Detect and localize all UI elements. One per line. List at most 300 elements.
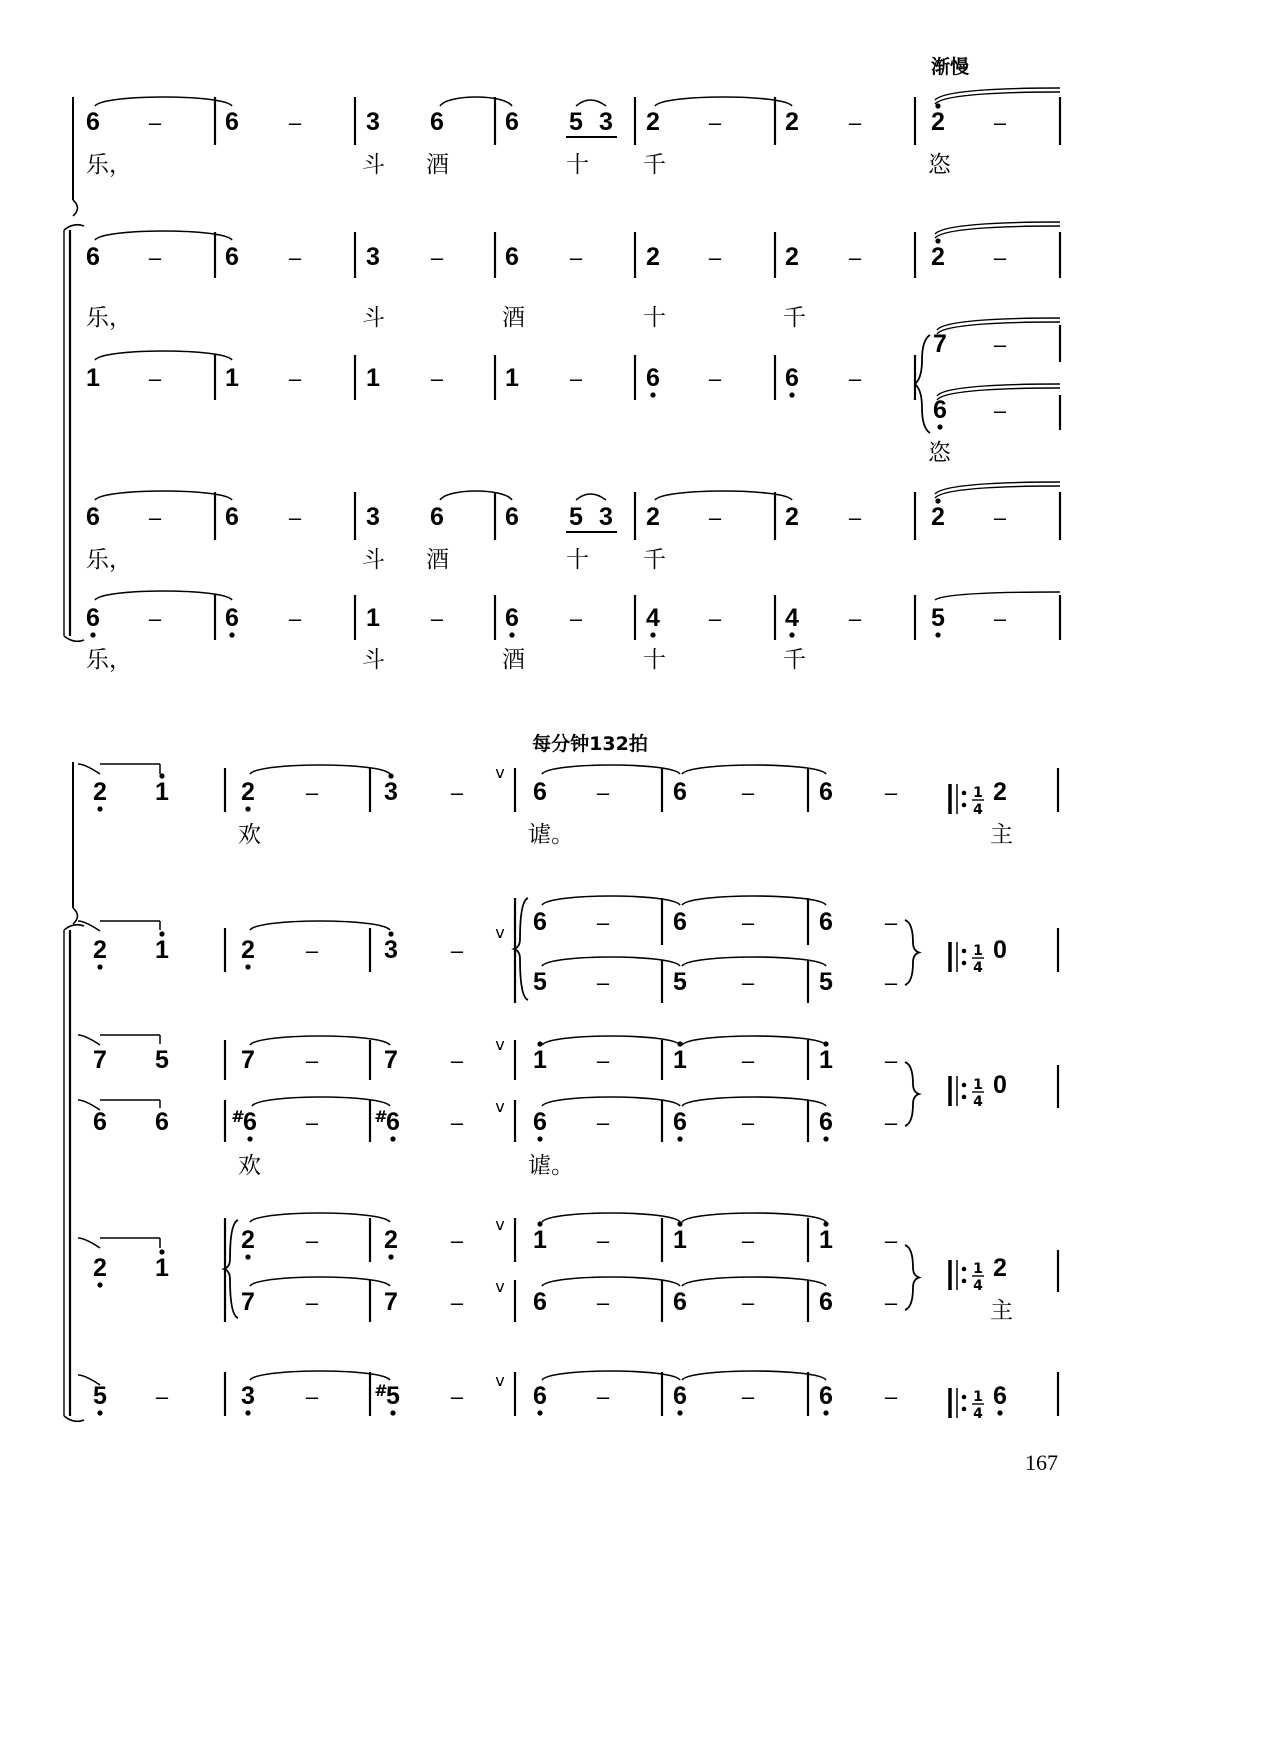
duration-dash: – bbox=[741, 780, 755, 805]
duration-dash: – bbox=[450, 1228, 464, 1253]
note-digit: 3 bbox=[599, 108, 613, 136]
octave-dot-below bbox=[650, 632, 655, 637]
breath-mark: v bbox=[495, 1035, 505, 1054]
note-digit: 6 bbox=[386, 1108, 400, 1136]
slur-arc bbox=[682, 896, 826, 905]
note-digit: 1 bbox=[533, 1046, 547, 1074]
slur-arc bbox=[542, 1277, 680, 1286]
octave-dot-below bbox=[650, 392, 655, 397]
slur-arc bbox=[682, 1213, 826, 1222]
lyric-syllable: 酒 bbox=[426, 547, 449, 573]
duration-dash: – bbox=[155, 1384, 169, 1409]
note-digit: 6 bbox=[430, 503, 444, 531]
duration-dash: – bbox=[884, 1110, 898, 1135]
duration-dash: – bbox=[884, 970, 898, 995]
repeat-dot bbox=[962, 1267, 967, 1272]
note-digit: 6 bbox=[933, 396, 947, 424]
note-digit: 5 bbox=[386, 1382, 400, 1410]
time-sig-numerator: 1 bbox=[973, 1389, 983, 1405]
lyric-syllable: 斗 bbox=[362, 647, 385, 673]
duration-dash: – bbox=[848, 110, 862, 135]
note-digit: 1 bbox=[673, 1226, 687, 1254]
octave-dot-below bbox=[97, 964, 102, 969]
note-digit: 0 bbox=[993, 1071, 1007, 1099]
duration-dash: – bbox=[884, 1290, 898, 1315]
time-sig-numerator: 1 bbox=[973, 943, 983, 959]
duration-dash: – bbox=[569, 245, 583, 270]
note-digit: 6 bbox=[243, 1108, 257, 1136]
note-digit: 3 bbox=[366, 243, 380, 271]
duration-dash: – bbox=[993, 332, 1007, 357]
note-digit: 2 bbox=[931, 243, 945, 271]
breath-mark: v bbox=[495, 1277, 505, 1296]
lyric-syllable: 乐， bbox=[86, 152, 132, 178]
note-digit: 7 bbox=[93, 1046, 107, 1074]
octave-dot-below bbox=[245, 1410, 250, 1415]
note-digit: 2 bbox=[646, 108, 660, 136]
note-digit: 0 bbox=[993, 936, 1007, 964]
note-digit: 6 bbox=[430, 108, 444, 136]
note-digit: 2 bbox=[241, 1226, 255, 1254]
lyric-syllable: 谑。 bbox=[528, 822, 574, 848]
duration-dash: – bbox=[148, 110, 162, 135]
note-digit: 6 bbox=[819, 908, 833, 936]
slur-arc bbox=[682, 765, 826, 774]
note-digit: 6 bbox=[86, 108, 100, 136]
note-digit: 2 bbox=[993, 778, 1007, 806]
octave-dot-below bbox=[245, 1254, 250, 1259]
note-digit: 5 bbox=[155, 1046, 169, 1074]
duration-dash: – bbox=[596, 780, 610, 805]
bracket-top bbox=[64, 925, 84, 930]
slur-continue bbox=[935, 482, 1060, 494]
slur-arc bbox=[682, 1036, 826, 1045]
slur-arc bbox=[655, 97, 792, 106]
lyric-syllable: 千 bbox=[643, 152, 666, 178]
lyric-syllable: 谑。 bbox=[528, 1153, 574, 1179]
octave-dot-below bbox=[390, 1136, 395, 1141]
note-digit: 1 bbox=[155, 778, 169, 806]
note-digit: 6 bbox=[225, 604, 239, 632]
note-digit: 7 bbox=[933, 330, 947, 358]
note-digit: 7 bbox=[384, 1288, 398, 1316]
duration-dash: – bbox=[884, 780, 898, 805]
time-sig-denominator: 4 bbox=[973, 1094, 983, 1110]
repeat-dot bbox=[962, 1279, 967, 1284]
note-digit: 4 bbox=[646, 604, 660, 632]
slur-arc bbox=[542, 957, 680, 966]
note-digit: 5 bbox=[931, 604, 945, 632]
tie-from-previous bbox=[78, 1035, 100, 1045]
bracket-bottom bbox=[64, 636, 84, 641]
note-digit: 2 bbox=[93, 778, 107, 806]
duration-dash: – bbox=[741, 1290, 755, 1315]
note-digit: 2 bbox=[241, 778, 255, 806]
note-digit: 1 bbox=[155, 1254, 169, 1282]
time-sig-numerator: 1 bbox=[973, 1077, 983, 1093]
breath-mark: v bbox=[495, 1215, 505, 1234]
slur-arc bbox=[542, 1036, 680, 1045]
slur-arc bbox=[95, 231, 232, 240]
note-digit: 1 bbox=[86, 364, 100, 392]
duration-dash: – bbox=[450, 1290, 464, 1315]
slur-continue bbox=[935, 222, 1060, 234]
lyric-syllable: 乐， bbox=[86, 647, 132, 673]
duration-dash: – bbox=[708, 110, 722, 135]
note-digit: 1 bbox=[366, 604, 380, 632]
duration-dash: – bbox=[848, 366, 862, 391]
lyric-syllable: 千 bbox=[783, 305, 806, 331]
duration-dash: – bbox=[741, 970, 755, 995]
divisi-brace bbox=[915, 335, 930, 433]
lyric-syllable: 恣 bbox=[928, 152, 951, 178]
duration-dash: – bbox=[450, 938, 464, 963]
octave-dot-below bbox=[677, 1410, 682, 1415]
octave-dot-below bbox=[509, 632, 514, 637]
duration-dash: – bbox=[569, 366, 583, 391]
note-digit: 3 bbox=[384, 936, 398, 964]
note-digit: 6 bbox=[646, 364, 660, 392]
tie-from-previous bbox=[78, 1238, 100, 1248]
duration-dash: – bbox=[596, 910, 610, 935]
octave-dot-below bbox=[245, 964, 250, 969]
duration-dash: – bbox=[288, 606, 302, 631]
note-digit: 5 bbox=[533, 968, 547, 996]
octave-dot-below bbox=[789, 392, 794, 397]
note-digit: 6 bbox=[819, 1288, 833, 1316]
duration-dash: – bbox=[450, 780, 464, 805]
breath-mark: v bbox=[495, 923, 505, 942]
note-digit: 1 bbox=[366, 364, 380, 392]
note-digit: 2 bbox=[93, 936, 107, 964]
lyric-syllable: 十 bbox=[566, 547, 589, 573]
duration-dash: – bbox=[305, 1228, 319, 1253]
octave-dot-below bbox=[935, 632, 940, 637]
note-digit: 3 bbox=[366, 503, 380, 531]
lyric-syllable: 斗 bbox=[362, 547, 385, 573]
slur-continue bbox=[937, 384, 1060, 396]
note-digit: 6 bbox=[785, 364, 799, 392]
note-digit: 6 bbox=[673, 1288, 687, 1316]
octave-dot-below bbox=[97, 806, 102, 811]
bracket-curl bbox=[73, 200, 78, 216]
duration-dash: – bbox=[848, 245, 862, 270]
note-digit: 6 bbox=[673, 1382, 687, 1410]
note-digit: 6 bbox=[225, 503, 239, 531]
note-digit: 6 bbox=[505, 108, 519, 136]
duration-dash: – bbox=[148, 366, 162, 391]
duration-dash: – bbox=[848, 505, 862, 530]
page-number: 167 bbox=[1025, 1450, 1058, 1475]
lyric-syllable: 欢 bbox=[238, 822, 261, 848]
note-digit: 6 bbox=[673, 1108, 687, 1136]
duration-dash: – bbox=[993, 606, 1007, 631]
duration-dash: – bbox=[993, 245, 1007, 270]
note-digit: 1 bbox=[155, 936, 169, 964]
slur-arc bbox=[682, 1277, 826, 1286]
duration-dash: – bbox=[148, 505, 162, 530]
note-digit: 5 bbox=[569, 503, 583, 531]
note-digit: 6 bbox=[533, 1288, 547, 1316]
octave-dot-below bbox=[537, 1136, 542, 1141]
duration-dash: – bbox=[708, 505, 722, 530]
time-sig-denominator: 4 bbox=[973, 802, 983, 818]
slur-arc bbox=[542, 765, 680, 774]
note-digit: 6 bbox=[673, 908, 687, 936]
note-digit: 1 bbox=[225, 364, 239, 392]
slur-continue bbox=[935, 592, 1060, 600]
note-digit: 6 bbox=[86, 243, 100, 271]
octave-dot-below bbox=[97, 1282, 102, 1287]
note-digit: 2 bbox=[931, 503, 945, 531]
octave-dot-below bbox=[997, 1410, 1002, 1415]
lyric-syllable: 酒 bbox=[426, 152, 449, 178]
duration-dash: – bbox=[288, 366, 302, 391]
octave-dot-below bbox=[390, 1410, 395, 1415]
duration-dash: – bbox=[993, 110, 1007, 135]
lyric-syllable: 斗 bbox=[362, 152, 385, 178]
duration-dash: – bbox=[569, 606, 583, 631]
note-digit: 4 bbox=[785, 604, 799, 632]
octave-dot-below bbox=[937, 424, 942, 429]
note-digit: 6 bbox=[533, 908, 547, 936]
lyric-syllable: 乐， bbox=[86, 547, 132, 573]
note-digit: 6 bbox=[819, 1108, 833, 1136]
duration-dash: – bbox=[884, 910, 898, 935]
lyric-syllable: 酒 bbox=[502, 305, 525, 331]
tempo-marking: 每分钟132拍 bbox=[532, 733, 648, 755]
lyric-syllable: 十 bbox=[643, 305, 666, 331]
duration-dash: – bbox=[288, 245, 302, 270]
lyric-syllable: 十 bbox=[566, 152, 589, 178]
note-digit: 2 bbox=[785, 108, 799, 136]
duration-dash: – bbox=[305, 938, 319, 963]
duration-dash: – bbox=[708, 606, 722, 631]
duration-dash: – bbox=[596, 1384, 610, 1409]
bracket-top bbox=[64, 225, 84, 230]
lyric-syllable: 乐， bbox=[86, 305, 132, 331]
duration-dash: – bbox=[305, 1048, 319, 1073]
time-sig-numerator: 1 bbox=[973, 785, 983, 801]
slur-arc bbox=[95, 591, 232, 600]
note-digit: 2 bbox=[384, 1226, 398, 1254]
note-digit: 3 bbox=[384, 778, 398, 806]
note-digit: 6 bbox=[533, 1108, 547, 1136]
note-digit: 3 bbox=[366, 108, 380, 136]
divisi-brace-right bbox=[905, 1245, 919, 1310]
note-digit: 2 bbox=[93, 1254, 107, 1282]
sharp-sign: # bbox=[231, 1107, 245, 1126]
note-digit: 6 bbox=[533, 1382, 547, 1410]
duration-dash: – bbox=[450, 1384, 464, 1409]
lyric-syllable: 千 bbox=[643, 547, 666, 573]
breath-mark: v bbox=[495, 763, 505, 782]
duration-dash: – bbox=[708, 366, 722, 391]
duration-dash: – bbox=[848, 606, 862, 631]
duration-dash: – bbox=[596, 970, 610, 995]
duration-dash: – bbox=[596, 1048, 610, 1073]
repeat-dot bbox=[962, 803, 967, 808]
lyric-syllable: 十 bbox=[643, 647, 666, 673]
duration-dash: – bbox=[305, 1290, 319, 1315]
slur-arc bbox=[440, 491, 512, 500]
rit-marking: 渐慢 bbox=[930, 56, 970, 78]
duration-dash: – bbox=[305, 1110, 319, 1135]
breath-mark: v bbox=[495, 1097, 505, 1116]
slur-arc bbox=[576, 494, 606, 500]
tie-from-previous bbox=[78, 764, 100, 774]
slur-arc bbox=[682, 1371, 826, 1380]
duration-dash: – bbox=[430, 366, 444, 391]
lyric-syllable: 酒 bbox=[502, 647, 525, 673]
slur-arc bbox=[95, 491, 232, 500]
duration-dash: – bbox=[596, 1290, 610, 1315]
duration-dash: – bbox=[741, 910, 755, 935]
note-digit: 6 bbox=[93, 1108, 107, 1136]
note-digit: 6 bbox=[673, 778, 687, 806]
note-digit: 1 bbox=[533, 1226, 547, 1254]
slur-arc bbox=[576, 100, 606, 106]
duration-dash: – bbox=[993, 505, 1007, 530]
note-digit: 1 bbox=[819, 1046, 833, 1074]
divisi-brace-right bbox=[905, 1062, 919, 1126]
note-digit: 2 bbox=[931, 108, 945, 136]
note-digit: 2 bbox=[993, 1254, 1007, 1282]
duration-dash: – bbox=[741, 1110, 755, 1135]
octave-dot-below bbox=[823, 1136, 828, 1141]
slur-arc bbox=[682, 1097, 826, 1106]
note-digit: 1 bbox=[673, 1046, 687, 1074]
note-digit: 6 bbox=[225, 108, 239, 136]
slur-arc bbox=[542, 1213, 680, 1222]
note-digit: 1 bbox=[505, 364, 519, 392]
duration-dash: – bbox=[288, 505, 302, 530]
note-digit: 6 bbox=[533, 778, 547, 806]
duration-dash: – bbox=[596, 1228, 610, 1253]
slur-arc bbox=[95, 351, 232, 360]
sharp-sign: # bbox=[374, 1381, 388, 1400]
repeat-dot bbox=[962, 1395, 967, 1400]
duration-dash: – bbox=[708, 245, 722, 270]
duration-dash: – bbox=[148, 606, 162, 631]
note-digit: 3 bbox=[599, 503, 613, 531]
note-digit: 6 bbox=[86, 604, 100, 632]
repeat-dot bbox=[962, 949, 967, 954]
note-digit: 1 bbox=[819, 1226, 833, 1254]
octave-dot-below bbox=[90, 632, 95, 637]
note-digit: 2 bbox=[646, 503, 660, 531]
octave-dot-below bbox=[677, 1136, 682, 1141]
repeat-dot bbox=[962, 1407, 967, 1412]
duration-dash: – bbox=[741, 1048, 755, 1073]
duration-dash: – bbox=[884, 1384, 898, 1409]
lyric-syllable: 欢 bbox=[238, 1153, 261, 1179]
duration-dash: – bbox=[596, 1110, 610, 1135]
duration-dash: – bbox=[884, 1048, 898, 1073]
note-digit: 6 bbox=[225, 243, 239, 271]
tie-from-previous bbox=[78, 921, 100, 931]
duration-dash: – bbox=[741, 1228, 755, 1253]
duration-dash: – bbox=[884, 1228, 898, 1253]
octave-dot-below bbox=[245, 806, 250, 811]
note-digit: 7 bbox=[241, 1288, 255, 1316]
slur-arc bbox=[542, 1371, 680, 1380]
lyric-syllable: 主 bbox=[990, 822, 1013, 848]
repeat-dot bbox=[962, 961, 967, 966]
note-digit: 5 bbox=[673, 968, 687, 996]
lyric-syllable: 斗 bbox=[362, 305, 385, 331]
divisi-brace-left bbox=[224, 1220, 238, 1318]
duration-dash: – bbox=[993, 398, 1007, 423]
duration-dash: – bbox=[288, 110, 302, 135]
note-digit: 3 bbox=[241, 1382, 255, 1410]
note-digit: 5 bbox=[819, 968, 833, 996]
octave-dot-below bbox=[97, 1410, 102, 1415]
slur-arc bbox=[655, 491, 792, 500]
divisi-brace-right bbox=[905, 920, 919, 985]
note-digit: 5 bbox=[93, 1382, 107, 1410]
note-digit: 6 bbox=[819, 778, 833, 806]
note-digit: 2 bbox=[646, 243, 660, 271]
slur-arc bbox=[440, 97, 512, 106]
note-digit: 6 bbox=[505, 604, 519, 632]
breath-mark: v bbox=[495, 1371, 505, 1390]
duration-dash: – bbox=[741, 1384, 755, 1409]
repeat-dot bbox=[962, 1083, 967, 1088]
sharp-sign: # bbox=[374, 1107, 388, 1126]
time-sig-denominator: 4 bbox=[973, 1406, 983, 1422]
note-digit: 5 bbox=[569, 108, 583, 136]
bracket-bottom bbox=[64, 1416, 84, 1421]
octave-dot-below bbox=[537, 1410, 542, 1415]
note-digit: 6 bbox=[819, 1382, 833, 1410]
repeat-dot bbox=[962, 1095, 967, 1100]
lyric-syllable: 主 bbox=[990, 1298, 1013, 1324]
octave-dot-below bbox=[823, 1410, 828, 1415]
duration-dash: – bbox=[148, 245, 162, 270]
note-digit: 6 bbox=[86, 503, 100, 531]
note-digit: 6 bbox=[155, 1108, 169, 1136]
note-digit: 6 bbox=[505, 503, 519, 531]
duration-dash: – bbox=[430, 606, 444, 631]
note-digit: 2 bbox=[785, 503, 799, 531]
note-digit: 7 bbox=[241, 1046, 255, 1074]
duration-dash: – bbox=[430, 245, 444, 270]
note-digit: 6 bbox=[505, 243, 519, 271]
slur-continue bbox=[935, 88, 1060, 100]
time-sig-numerator: 1 bbox=[973, 1261, 983, 1277]
lyric-syllable: 千 bbox=[783, 647, 806, 673]
slur-arc bbox=[542, 896, 680, 905]
octave-dot-below bbox=[229, 632, 234, 637]
note-digit: 2 bbox=[785, 243, 799, 271]
duration-dash: – bbox=[305, 1384, 319, 1409]
slur-arc bbox=[542, 1097, 680, 1106]
note-digit: 2 bbox=[241, 936, 255, 964]
time-sig-denominator: 4 bbox=[973, 1278, 983, 1294]
time-sig-denominator: 4 bbox=[973, 960, 983, 976]
octave-dot-below bbox=[388, 1254, 393, 1259]
duration-dash: – bbox=[450, 1048, 464, 1073]
duration-dash: – bbox=[305, 780, 319, 805]
note-digit: 7 bbox=[384, 1046, 398, 1074]
octave-dot-below bbox=[247, 1136, 252, 1141]
note-digit: 6 bbox=[993, 1382, 1007, 1410]
duration-dash: – bbox=[450, 1110, 464, 1135]
slur-continue bbox=[937, 318, 1060, 330]
bracket-curl bbox=[73, 908, 78, 924]
octave-dot-below bbox=[789, 632, 794, 637]
